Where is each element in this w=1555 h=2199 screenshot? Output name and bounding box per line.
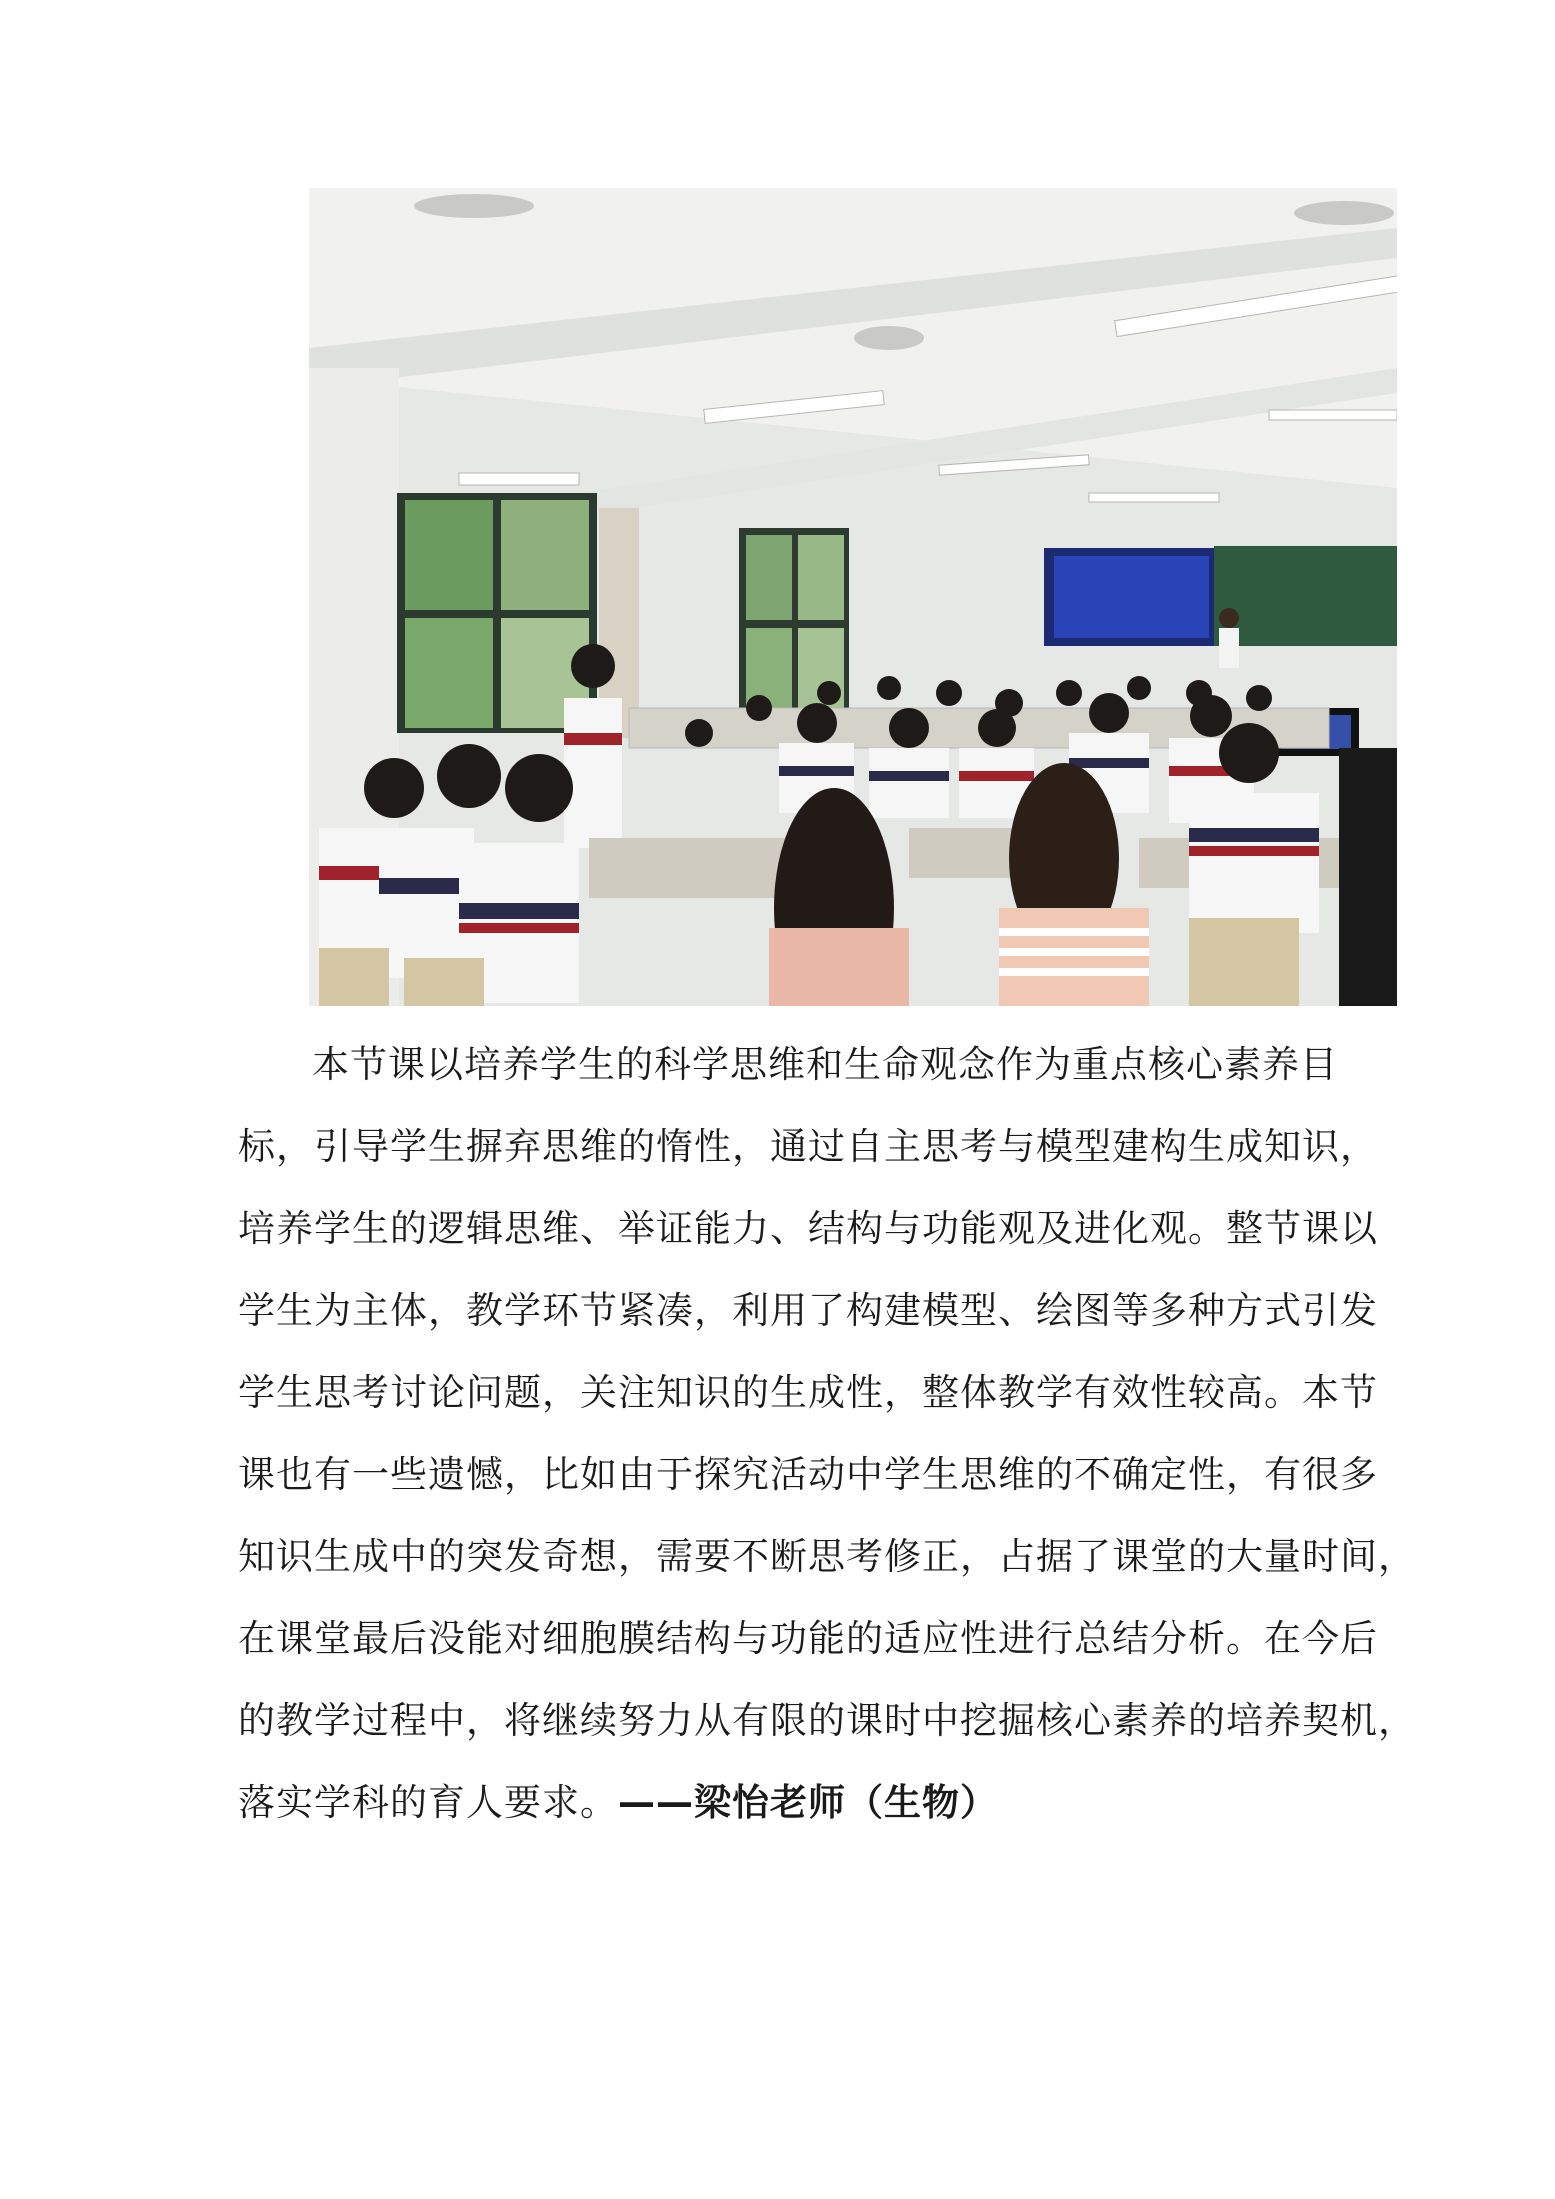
article-line: 的教学过程中，将继续努力从有限的课时中挖掘核心素养的培养契机， bbox=[238, 1699, 1416, 1742]
article-line: 本节课以培养学生的科学思维和生命观念作为重点核心素养目 bbox=[312, 1043, 1338, 1086]
article-paragraph bbox=[238, 1024, 1416, 1844]
article-line: 课也有一些遗憾，比如由于探究活动中学生思维的不确定性，有很多 bbox=[238, 1453, 1378, 1496]
article-line-text: 落实学科的育人要求。 bbox=[238, 1781, 618, 1824]
author-signature: ——梁怡老师（生物） bbox=[618, 1781, 998, 1824]
classroom-photo bbox=[309, 188, 1397, 1006]
article-last-line bbox=[238, 1762, 1338, 1844]
article-line: 学生思考讨论问题，关注知识的生成性，整体教学有效性较高。本节 bbox=[238, 1371, 1378, 1414]
article-line: 标，引导学生摒弃思维的惰性，通过自主思考与模型建构生成知识， bbox=[238, 1125, 1378, 1168]
article-line: 学生为主体，教学环节紧凑，利用了构建模型、绘图等多种方式引发 bbox=[238, 1289, 1378, 1332]
article-line: 知识生成中的突发奇想，需要不断思考修正，占据了课堂的大量时间， bbox=[238, 1535, 1416, 1578]
article-line: 培养学生的逻辑思维、举证能力、结构与功能观及进化观。整节课以 bbox=[238, 1207, 1378, 1250]
article-line: 在课堂最后没能对细胞膜结构与功能的适应性进行总结分析。在今后 bbox=[238, 1617, 1378, 1660]
